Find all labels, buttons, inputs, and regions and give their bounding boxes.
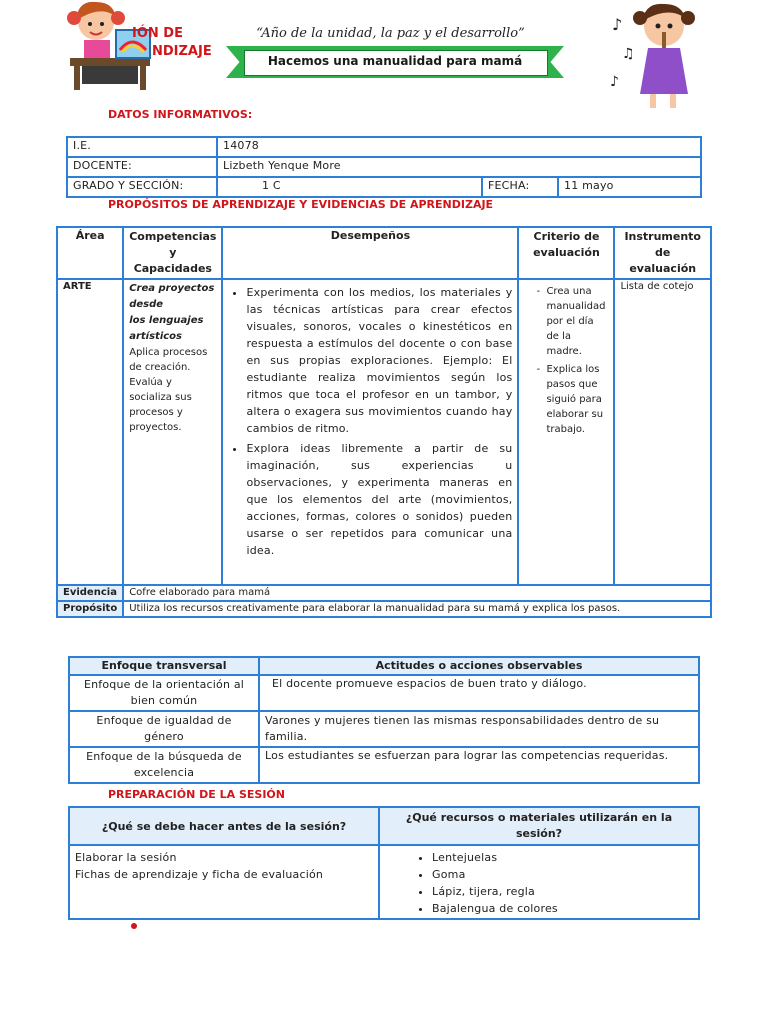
preparacion-heading: PREPARACIÓN DE LA SESIÓN bbox=[108, 788, 285, 801]
col-instrumento: Instrumento de evaluación bbox=[614, 227, 711, 279]
enfoque-actitud: Los estudiantes se esfuerzan para lograr las competencias requeridas. bbox=[259, 747, 699, 783]
proposito-value: Utiliza los recursos creativamente para elaborar la manualidad para su mamá y explica los pasos. bbox=[123, 601, 711, 617]
desempeno-item: • Experimenta con los medios, los materiales y las técnicas artísticas para crear efectos visuales, sonoros, vocales o kinestéticos en respuesta a estímulos del docente o con base en sus propias exploraciones. Ejemplo: El estudiante realiza movimientos según los ritmos que toca el profesor en un tambor, y altera o exagera sus movimientos cuando hay cambios de ritmo. bbox=[246, 284, 512, 437]
col-desempenos: Desempeños bbox=[222, 227, 518, 279]
fecha-label: FECHA: bbox=[482, 177, 558, 197]
year-motto: “Año de la unidad, la paz y el desarrollo” bbox=[256, 26, 525, 41]
title-partial-1: IÓN DE bbox=[132, 26, 183, 41]
enfoque-name: Enfoque de la orientación al bien común bbox=[69, 675, 259, 711]
col-comp-line-3: Capacidades bbox=[133, 262, 212, 275]
comp-bold-2: los lenguajes artísticos bbox=[129, 315, 204, 342]
col-comp-line-2: y bbox=[169, 246, 177, 259]
col-competencias bbox=[123, 227, 222, 279]
grado-label: GRADO Y SECCIÓN: bbox=[67, 177, 217, 197]
col-comp-line-1: Competencias bbox=[129, 230, 217, 243]
criterio-cell bbox=[518, 279, 614, 585]
recurso-item: • Bajalengua de colores bbox=[432, 900, 693, 917]
evidencia-label: Evidencia bbox=[57, 585, 123, 601]
docente-label: DOCENTE: bbox=[67, 157, 217, 177]
svg-text:♪: ♪ bbox=[610, 74, 619, 90]
col-criterio: Criterio de evaluación bbox=[518, 227, 614, 279]
session-title: Hacemos una manualidad para mamá bbox=[267, 54, 523, 68]
datos-table bbox=[66, 136, 702, 198]
criterio-item: - Crea una manualidad por el día de la madre. bbox=[546, 284, 608, 359]
comp-capacidades: Aplica procesos de creación. Evalúa y socializa sus procesos y proyectos. bbox=[129, 347, 208, 433]
datos-heading: DATOS INFORMATIVOS: bbox=[108, 108, 253, 121]
col-enfoque: Enfoque transversal bbox=[69, 657, 259, 675]
girl-with-flute-illustration bbox=[608, 0, 706, 112]
desempeno-item: • Explora ideas libremente a partir de su imaginación, sus experiencias u observaciones, y experimenta maneras en que los elementos del arte (movimientos, acciones, formas, colores o sonidos) pueden usarse o ser repetidos para comunicar una idea. bbox=[246, 440, 512, 559]
propositos-table bbox=[56, 226, 712, 618]
col-recursos: ¿Qué recursos o materiales utilizarán en la sesión? bbox=[379, 807, 699, 845]
antes-cell bbox=[69, 845, 379, 919]
competencias-cell bbox=[123, 279, 222, 585]
propositos-heading: PROPÓSITOS DE APRENDIZAJE Y EVIDENCIAS DE APRENDIZAJE bbox=[108, 198, 494, 211]
recurso-item: • Goma bbox=[432, 866, 693, 883]
docente-value: Lizbeth Yenque More bbox=[217, 157, 701, 177]
ie-value: 14078 bbox=[217, 137, 701, 157]
enfoques-table bbox=[68, 656, 700, 784]
red-bullet-mark bbox=[131, 923, 137, 929]
enfoque-name: Enfoque de la búsqueda de excelencia bbox=[69, 747, 259, 783]
preparacion-table bbox=[68, 806, 700, 920]
svg-text:♪: ♪ bbox=[612, 15, 623, 34]
desempenos-cell bbox=[222, 279, 518, 585]
col-antes: ¿Qué se debe hacer antes de la sesión? bbox=[69, 807, 379, 845]
antes-item: Fichas de aprendizaje y ficha de evaluación bbox=[75, 868, 324, 881]
ie-label: I.E. bbox=[67, 137, 217, 157]
girl-at-desk-illustration bbox=[60, 0, 160, 92]
enfoque-actitud: Varones y mujeres tienen las mismas responsabilidades dentro de su familia. bbox=[259, 711, 699, 747]
evidencia-value: Cofre elaborado para mamá bbox=[123, 585, 711, 601]
instrumento-value: Lista de cotejo bbox=[614, 279, 711, 585]
col-actitudes: Actitudes o acciones observables bbox=[259, 657, 699, 675]
svg-text:♫: ♫ bbox=[622, 46, 635, 62]
grado-value: 1 C bbox=[217, 177, 482, 197]
fecha-value: 11 mayo bbox=[558, 177, 701, 197]
recurso-item: • Lápiz, tijera, regla bbox=[432, 883, 693, 900]
title-partial-2: NDIZAJE bbox=[152, 44, 212, 59]
comp-bold-1: Crea proyectos desde bbox=[129, 283, 215, 310]
enfoque-name: Enfoque de igualdad de género bbox=[69, 711, 259, 747]
col-area: Área bbox=[57, 227, 123, 279]
area-value: ARTE bbox=[57, 279, 123, 585]
enfoque-actitud: El docente promueve espacios de buen trato y diálogo. bbox=[259, 675, 699, 711]
proposito-label: Propósito bbox=[57, 601, 123, 617]
criterio-item: - Explica los pasos que siguió para elaborar su trabajo. bbox=[546, 362, 608, 437]
antes-item: Elaborar la sesión bbox=[75, 851, 177, 864]
recurso-item: • Lentejuelas bbox=[432, 849, 693, 866]
recursos-cell bbox=[379, 845, 699, 919]
